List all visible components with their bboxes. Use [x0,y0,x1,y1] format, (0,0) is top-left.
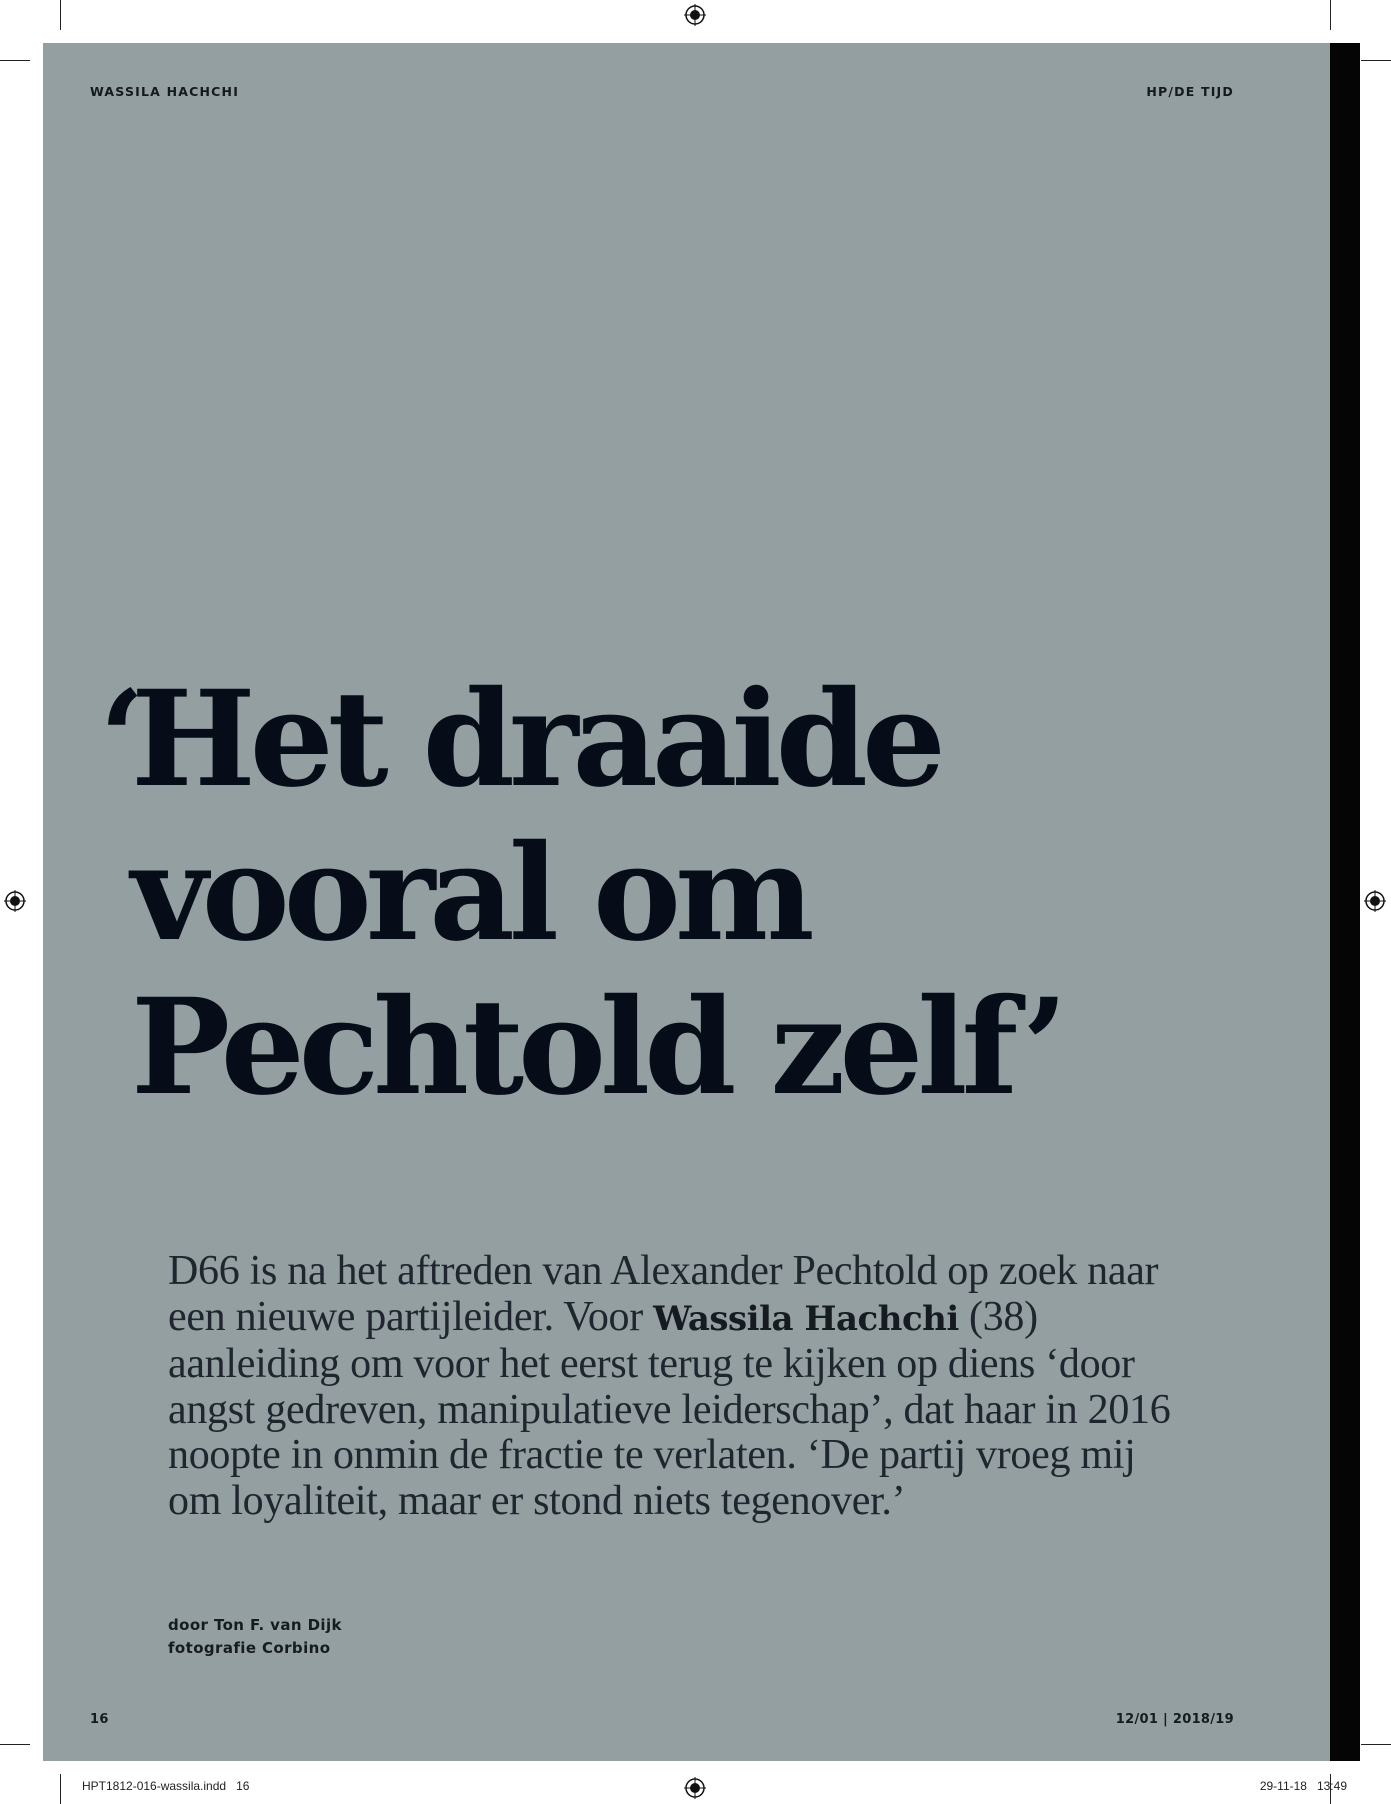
intro-text-start: D66 is na het aftreden van Alexander Pechtold op zoek naar een nieuwe partijleider. Voor [168,1248,1159,1340]
crop-mark-top-right [1330,0,1331,30]
registration-mark-icon [684,4,706,26]
crop-mark-left-top [0,60,30,61]
headline-line-2: vooral om [131,816,809,971]
running-head-subject: WASSILA HACHCHI [90,84,240,99]
headline [99,662,1311,1125]
byline [168,1614,342,1660]
crop-mark-right-bottom [1361,1744,1391,1745]
intro-text-end: (38) aanleiding om voor het eerst terug te kijken op diens ‘door angst gedreven, manipulatieve leiderschap’, dat haar in 2016 noopte in onmin de fractie te verlaten. ‘De partij vroeg mij om loyaliteit, maar er stond niets tegenover.’ [168,1293,1171,1524]
crop-mark-right-top [1361,60,1391,61]
magazine-page [43,43,1330,1761]
intro-subject-name: Wassila Hachchi [653,1298,959,1339]
issue-number: 12/01 | 2018/19 [1115,1712,1234,1727]
registration-mark-icon [684,1777,706,1799]
intro-paragraph [168,1249,1188,1524]
photo-credit: fotografie Corbino [168,1639,331,1657]
crop-mark-left-bottom [0,1744,30,1745]
headline-open-quote: ‘ [99,662,139,817]
print-slug-file: HPT1812-016-wassila.indd 16 [82,1779,250,1793]
headline-line-3: Pechtold zelf’ [131,970,1063,1125]
registration-mark-icon [1364,890,1386,912]
headline-line-1: Het draaide [131,662,940,817]
page-number: 16 [90,1712,109,1727]
crop-mark-bottom-left [60,1774,61,1804]
registration-mark-icon [4,890,26,912]
running-head-magazine: HP/DE TIJD [1146,84,1234,99]
author-credit: door Ton F. van Dijk [168,1616,342,1634]
crop-mark-top-left [60,0,61,30]
print-slug-timestamp: 29-11-18 13:49 [1259,1779,1347,1793]
bleed-strip [1330,43,1360,1761]
